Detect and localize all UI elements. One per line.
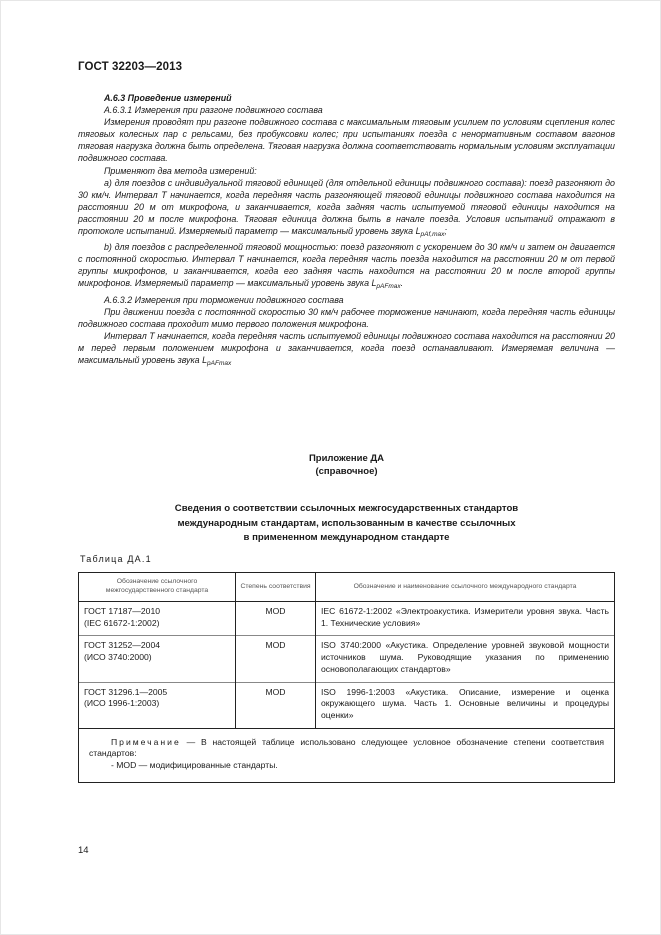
paragraph-1: Измерения проводят при разгоне подвижного состава с максимальным тяговым усилием по условиям сцепления колес тяговых колесных пар с рельсами, без пробуксовки колес; при испытаниях поезда с ненормативным составом вагонов тяговая нагрузка должна быть определена. Тяговая нагрузка должна соответствовать нормальным условиям эксплуатации подвижного состава. xyxy=(78,117,615,164)
standard-equivalent: (ИСО 1996-1:2003) xyxy=(84,698,160,709)
appendix-heading xyxy=(78,453,615,478)
table-row xyxy=(79,636,615,682)
paragraph-2: Применяют два метода измерений: xyxy=(104,165,257,176)
standard-equivalent: (IEC 61672-1:2002) xyxy=(84,617,160,628)
appendix-note: (справочное) xyxy=(315,465,378,477)
standard-code: ГОСТ 17187—2010 xyxy=(84,606,161,616)
info-title-line-3: в примененном международном стандарте xyxy=(243,532,450,543)
paragraph-4 xyxy=(78,241,615,293)
document-header: ГОСТ 32203—2013 xyxy=(78,61,183,73)
paragraph-3-end: ; xyxy=(444,226,447,237)
note-text xyxy=(89,737,604,760)
table-row xyxy=(79,602,615,636)
note-label: Примечание xyxy=(111,736,181,747)
standard-code: ГОСТ 31252—2004 xyxy=(84,640,161,651)
paragraph-4-end: . xyxy=(400,278,404,289)
table-caption: Таблица ДА.1 xyxy=(80,554,152,564)
note-list-item: - MOD — модифицированные стандарты. xyxy=(111,760,278,771)
page-number: 14 xyxy=(78,845,89,856)
international-standard-cell: IEC 61672-1:2002 «Электроакустика. Измерители уровня звука. Часть 1. Технические условия» xyxy=(316,602,615,636)
subsection-heading-1: А.6.3.1 Измерения при разгоне подвижного состава xyxy=(104,105,323,116)
header-interstate-standard: Обозначение ссылочного межгосударственного стандарта xyxy=(79,573,236,602)
paragraph-6 xyxy=(78,330,615,370)
appendix-title: Приложение ДА xyxy=(308,453,385,464)
international-standard-cell: ISO 3740:2000 «Акустика. Определение уровней звуковой мощности источников шума. Руководящие указания по применению основополагающих стандартов» xyxy=(316,636,615,682)
section-a63 xyxy=(78,92,615,370)
info-title-line-1: Сведения о соответствии ссылочных межгосударственных стандартов xyxy=(174,503,519,514)
appendix-info-title xyxy=(78,502,615,546)
paragraph-6-text: Интервал Т начинается, когда передняя часть испытуемой единицы подвижного состава находится на расстоянии 20 м перед первым положением микрофона и заканчивается, когда поезд останавливают. Измеряемая величина — максимальный уровень звука L xyxy=(78,330,615,365)
degree-cell: MOD xyxy=(236,602,316,636)
interstate-standard-cell xyxy=(79,636,236,682)
paragraph-3-text: а) для поездов с индивидуальной тяговой единицей (для отдельной единицы подвижного состава): поезд разгоняют до 30 км/ч. Интервал Т начинается, когда передняя часть разгоняющей тяговой единицы подвижного состава находится на расстоянии 20 м от микрофона, и заканчивается, когда задняя часть испытуемой тяговой единицы находится на расстоянии 20 м после микрофона. Тяговая единица должна быть в начале поезда. Условия испытаний отражают в протоколе испытаний. Измеряемый параметр — максимальный уровень звука L xyxy=(78,177,615,237)
table-row xyxy=(79,682,615,728)
subsection-heading-2: А.6.3.2 Измерения при торможении подвижного состава xyxy=(104,294,344,305)
info-title-line-2: международным стандартам, использованным в качестве ссылочных xyxy=(177,517,516,529)
table-header-row xyxy=(79,573,615,602)
interstate-standard-cell xyxy=(79,602,236,636)
header-international-standard: Обозначение и наименование ссылочного международного стандарта xyxy=(316,573,615,602)
standard-code: ГОСТ 31296.1—2005 xyxy=(84,686,168,697)
paragraph-5: При движении поезда с постоянной скоростью 30 км/ч рабочее торможение начинают, когда передняя часть единицы подвижного состава проходит мимо первого положения микрофона. xyxy=(78,306,615,329)
paragraph-4-subscript: pAFmax xyxy=(376,283,401,291)
table-note-row xyxy=(79,728,615,782)
note-body: — В настоящей таблице использовано следующее условное обозначение степени соответствия стандартов: xyxy=(89,736,604,759)
header-degree: Степень соответствия xyxy=(236,573,316,602)
paragraph-3 xyxy=(78,177,615,241)
international-standard-cell: ISO 1996-1:2003 «Акустика. Описание, измерение и оценка окружающего шума. Часть 1. Основные величины и процедуры оценки» xyxy=(316,682,615,728)
section-heading: А.6.3 Проведение измерений xyxy=(104,93,232,103)
standards-table xyxy=(78,572,615,783)
paragraph-3-subscript: pAf,max xyxy=(420,231,445,239)
degree-cell: MOD xyxy=(236,682,316,728)
interstate-standard-cell xyxy=(79,682,236,728)
paragraph-6-subscript: pAFmax xyxy=(207,359,232,367)
table-note xyxy=(79,728,615,782)
degree-cell: MOD xyxy=(236,636,316,682)
standard-equivalent: (ИСО 3740:2000) xyxy=(84,652,152,663)
paragraph-4-text: b) для поездов с распределенной тяговой мощностью: поезд разгоняют с ускорением до 30 км/ч и затем он двигается с постоянной скоростью. Интервал Т начинается, когда передняя часть поезда находится на расстоянии 20 м от первой группы микрофонов, и заканчивается, когда его задняя часть находится на расстоянии 20 м после второй группы микрофонов. Измеряемый параметр — максимальный уровень звука L xyxy=(78,242,615,289)
